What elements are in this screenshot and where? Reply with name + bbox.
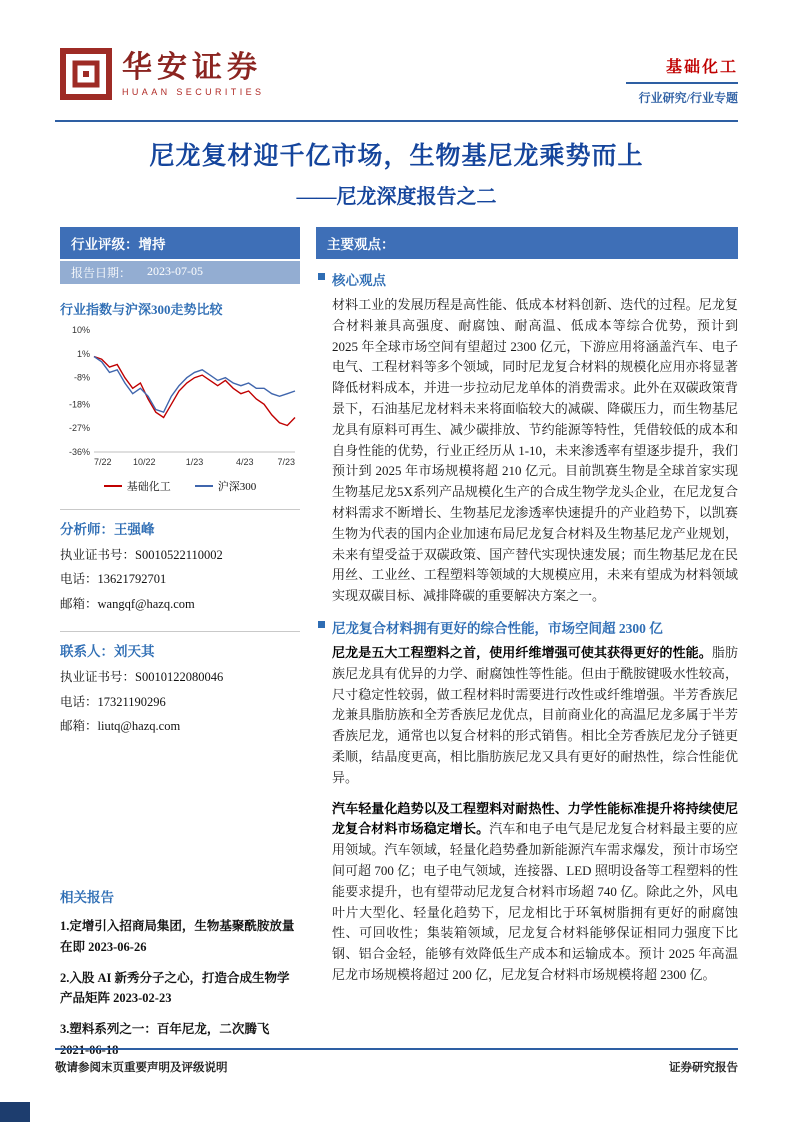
main-points-bar: 主要观点： (316, 227, 738, 259)
market-growth-paragraph (332, 799, 738, 986)
svg-text:4/23: 4/23 (235, 457, 254, 467)
legend-line-red-icon (104, 485, 122, 487)
bullet-icon (318, 273, 325, 280)
header-divider (55, 120, 738, 122)
legend-line-blue-icon (195, 485, 213, 487)
svg-text:-18%: -18% (68, 399, 90, 410)
report-meta (626, 48, 738, 106)
brand-name-en: HUAAN SECURITIES (122, 87, 265, 97)
paragraph-body-text: 脂肪族尼龙具有优异的力学、耐腐蚀性等性能。但由于酰胺键吸水性较高，尺寸稳定性较弱，做工程材料时需要进行改性或纤维增强。半芳香族尼龙兼具脂肪族和全芳香族尼龙优点，目前商业化的高温尼龙多属于半芳香族尼龙，通常也以复合材料的形式销售。相比全芳香族尼龙分子链更柔顺，结晶度更高，相比脂肪族尼龙又具有更好的耐热性，综合性能优异。 (332, 644, 738, 785)
section-core-view (316, 269, 738, 607)
related-report-item: 3.塑料系列之一：百年尼龙，二次腾飞 2021-06-18 (60, 1022, 270, 1057)
legend-item-industry (104, 478, 171, 494)
analyst-cert: 执业证书号：S0010522110002 (60, 548, 223, 562)
contact-block (60, 631, 300, 738)
svg-text:7/23: 7/23 (277, 457, 295, 467)
content-columns (0, 227, 793, 1071)
svg-text:10%: 10% (71, 325, 90, 335)
analyst-email: 邮箱：wangqf@hazq.com (60, 596, 195, 611)
huaan-seal-icon (60, 48, 112, 100)
svg-text:-8%: -8% (73, 372, 90, 383)
paragraph-lead-bold: 汽车轻量化趋势以及工程塑料对耐热性、力学性能标准提升将持续使尼龙复合材料市场稳定增长。 (332, 800, 738, 837)
svg-text:1/23: 1/23 (185, 457, 204, 467)
analyst-phone: 电话：13621792701 (60, 572, 167, 587)
contact-phone: 电话：17321190296 (60, 694, 166, 709)
section-heading-market (332, 617, 738, 637)
contact-email: 邮箱：liutq@hazq.com (60, 718, 181, 733)
legend-label-industry: 基础化工 (126, 481, 171, 493)
svg-text:-36%: -36% (68, 447, 90, 457)
paragraph-lead-bold: 尼龙是五大工程塑料之首，使用纤维增强可使其获得更好的性能。 (332, 644, 712, 660)
analyst-block (60, 509, 300, 616)
report-date-value: 2023-07-05 (147, 264, 204, 278)
core-view-paragraph: 材料工业的发展历程是高性能、低成本材料创新、迭代的过程。尼龙复合材料兼具高强度、耐腐蚀、耐高温、低成本等综合优势，预计到 2025 年全球市场空间有望超过 2300 亿元，下游应用将涵盖汽车、电子电气、工程材料等多个领域，同时尼龙复合材料的规模化应用亦将显著降低材料成本，并进一步拉动尼龙单体的消费需求。此外在双碳政策背景下，石油基尼龙材料未来将面临较大的减碳、降碳压力，而生物基尼龙具有原料可再生、减少碳排放、节约能源等特性，凭借较低的成本和自身性能的优势，行业正经历从 1-10，未来渗透率有望逐步提升，我们预计到 2025 年市场规模将超 210 亿元。目前凯赛生物是全球首家实现生物基尼龙5X系列产品规模化生产的合成生物学龙头企业，在尼龙复合材料需求不断增长、生物基尼龙渗透率快速提升的产业趋势下，以凯赛生物为代表的国内企业加速布局尼龙复合材料及生物基尼龙产业规划，未来有望受益于双碳政策、国产替代实现快速发展；而生物基尼龙在民用丝、工业丝、工程塑料等领域的大规模应用，未来有望成为材料领域实现双碳目标、减排降碳的重要解决方案之一。 (332, 297, 738, 604)
bullet-icon (318, 621, 325, 628)
industry-trend-chart (60, 322, 300, 470)
related-report-item: 1.定增引入招商局集团，生物基聚酰胺放量在即 2023-06-26 (60, 919, 295, 954)
page-header (0, 0, 793, 106)
main-column (316, 227, 738, 996)
report-title: 尼龙复材迎千亿市场，生物基尼龙乘势而上 (149, 143, 644, 170)
legend-label-hs300: 沪深300 (217, 481, 257, 493)
chart-title: 行业指数与沪深300走势比较 (60, 302, 223, 317)
chart-legend (60, 478, 300, 494)
brand-logo-block (60, 48, 264, 100)
sidebar (60, 227, 300, 1071)
contact-cert: 执业证书号：S0010122080046 (60, 670, 224, 685)
industry-label: 基础化工 (665, 59, 738, 76)
contact-name: 联系人：刘天其 (60, 644, 155, 660)
related-report-item: 2.入股 AI 新秀分子之心，打造合成生物学产品矩阵 2023-02-23 (60, 970, 290, 1005)
section-market-space (316, 617, 738, 986)
related-reports (60, 886, 300, 1060)
nylon-performance-paragraph (332, 643, 738, 789)
footer-disclaimer: 敬请参阅末页重要声明及评级说明 (55, 1062, 228, 1074)
report-subtitle: ——尼龙深度报告之二 (296, 186, 497, 208)
related-reports-title: 相关报告 (60, 890, 114, 906)
legend-item-hs300 (195, 478, 257, 494)
brand-name-cn: 华安证券 (122, 51, 262, 84)
section-heading-core-text: 核心观点 (332, 273, 386, 288)
paragraph-body-text: 汽车和电子电气是尼龙复合材料最主要的应用领域。汽车领域，轻量化趋势叠加新能源汽车需求爆发，预计市场空间可超 700 亿；电子电气领域，连接器、LED 照明设备等工程塑料的性能要求提升，也有望带动尼龙复合材料市场超 740 亿。除此之外，风电叶片大型化、轻量化趋势下，尼龙相比于环氧树脂拥有更好的耐腐蚀性、可回收性；集装箱领域，尼龙复合材料能够保证相同力强度下比钢、铝合金轻，能够有效降低生产成本和运输成本。预计 2025 年高温尼龙市场规模将超过 200 亿，尼龙复合材料市场规模将超 2300 亿。 (332, 821, 738, 982)
section-heading-core (332, 269, 738, 289)
report-date-bar (60, 261, 300, 284)
analyst-name: 分析师：王强峰 (60, 522, 155, 537)
svg-text:7/22: 7/22 (94, 457, 112, 467)
svg-text:-27%: -27% (68, 423, 90, 434)
industry-rating-bar: 行业评级：增持 (60, 227, 300, 259)
section-heading-market-text: 尼龙复合材料拥有更好的综合性能，市场空间超 2300 亿 (332, 620, 663, 636)
industry-underline (626, 82, 738, 84)
svg-text:10/22: 10/22 (132, 457, 156, 467)
corner-accent-block (0, 1102, 30, 1122)
report-date-label: 报告日期： (71, 266, 132, 280)
brand-logo-text (122, 51, 264, 97)
page-footer (55, 1048, 738, 1075)
report-type-label: 行业研究/行业专题 (638, 91, 738, 105)
svg-text:1%: 1% (76, 348, 90, 359)
footer-report-type: 证券研究报告 (669, 1062, 738, 1074)
